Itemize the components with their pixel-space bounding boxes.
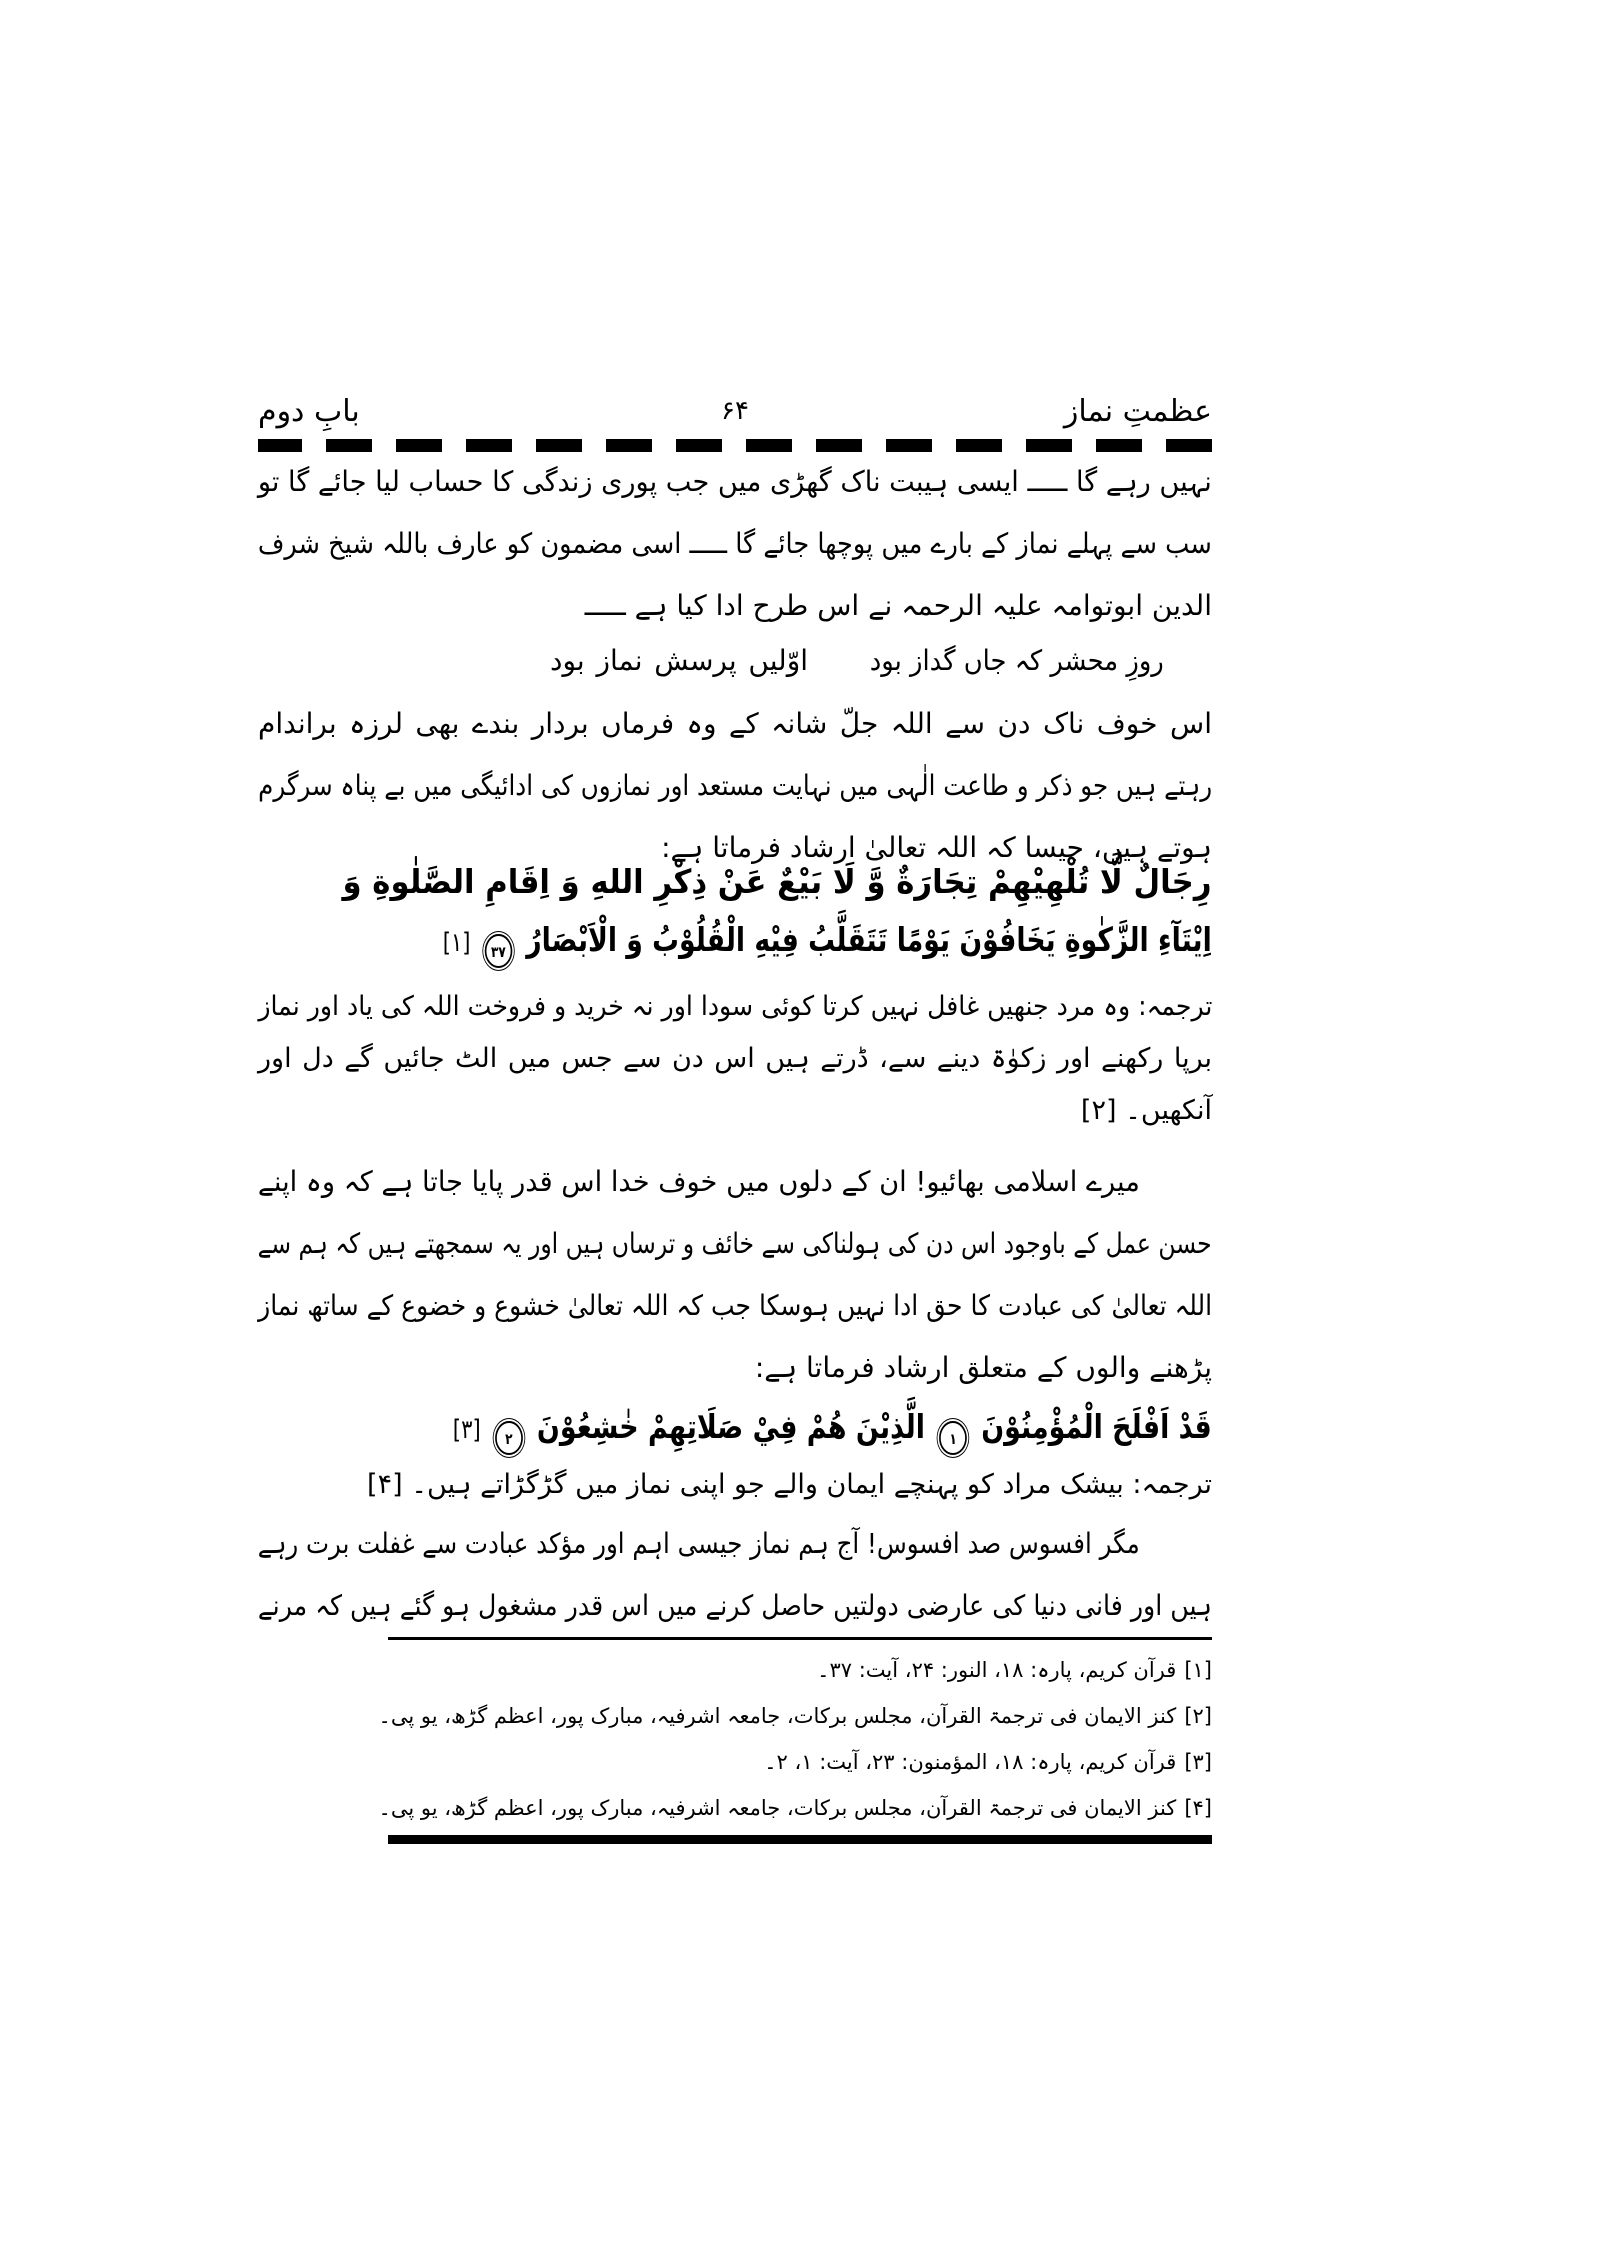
- footnote-1: [۱]قرآن کریم، پارہ: ۱۸، النور: ۲۴، آیت: ۳۷۔: [817, 1658, 1212, 1682]
- paragraph-1: [258, 451, 1212, 637]
- text-line: رہتے ہیں جو ذکر و طاعت الٰہی میں نہایت مستعد اور نمازوں کی ادائیگی میں بے پناہ سرگرم: [258, 769, 1212, 802]
- text-line: میرے اسلامی بھائیو! ان کے دلوں میں خوف خدا اس قدر پایا جاتا ہے کہ وہ اپنے: [258, 1165, 1140, 1198]
- footnote-ref-4: [۴]: [367, 1469, 403, 1500]
- verse-line: قَدْ اَفْلَحَ الْمُؤْمِنُوْنَ ۱ الَّذِيْنَ هُمْ فِيْ صَلَاتِهِمْ خٰشِعُوْنَ ۲ [۳]: [258, 1397, 1212, 1457]
- text-line: پڑھنے والوں کے متعلق ارشاد فرماتا ہے:: [754, 1351, 1212, 1384]
- paragraph-4: [258, 1513, 1212, 1637]
- footnote-marker: [۴]: [1184, 1796, 1212, 1820]
- text-line: مگر افسوس صد افسوس! آج ہم نماز جیسی اہم اور مؤکد عبادت سے غفلت برت رہے: [258, 1527, 1140, 1560]
- text-line: سب سے پہلے نماز کے بارے میں پوچھا جائے گا ـــــ اسی مضمون کو عارف باللہ شیخ شرف: [258, 527, 1212, 560]
- footnote-ref-1: [۱]: [443, 928, 471, 958]
- couplet-second-hemistich: اوّلیں پرسش نماز بود: [550, 644, 808, 677]
- footnote-separator-rule: [388, 1637, 1212, 1640]
- footnotes-block: [258, 1647, 1212, 1831]
- text-line: ترجمہ: بیشک مراد کو پہنچے ایمان والے جو اپنی نماز میں گڑگڑاتے ہیں۔ [۴]: [367, 1469, 1212, 1500]
- ayah-end-medallion: ۲: [495, 1421, 523, 1455]
- page-bottom-rule: [388, 1835, 1212, 1844]
- quran-verse-2: [258, 1397, 1212, 1457]
- footnote-marker: [۲]: [1184, 1704, 1212, 1728]
- verse-line: اِيْتَآءِ الزَّكٰوةِ يَخَافُوْنَ يَوْمًا تَتَقَلَّبُ فِيْهِ الْقُلُوْبُ وَ الْاَبْصَارُ ۳۷ [۱]: [258, 911, 1212, 969]
- page-number: ۶۴: [721, 396, 749, 426]
- page-header: [258, 385, 1212, 437]
- footnote-marker: [۱]: [1184, 1658, 1212, 1682]
- footnote-4: [۴]کنز الایمان فی ترجمۃ القرآن، مجلس برکات، جامعہ اشرفیہ، مبارک پور، اعظم گڑھ، یو پی۔: [378, 1796, 1212, 1820]
- translation-2: [258, 1459, 1212, 1511]
- couplet-first-hemistich: روزِ محشر کہ جاں گداز بود: [870, 644, 1164, 677]
- footnote-ref-2: [۲]: [1080, 1095, 1117, 1126]
- text-line: برپا رکھنے اور زکوٰۃ دینے سے، ڈرتے ہیں اس دن سے جس میں الٹ جائیں گے دل اور: [258, 1043, 1212, 1074]
- quran-verse-1: [258, 853, 1212, 969]
- text-line: ہوتے ہیں، جیسا کہ اللہ تعالیٰ ارشاد فرماتا ہے:: [661, 831, 1212, 864]
- text-line: الدین ابوتوامہ علیہ الرحمہ نے اس طرح ادا کیا ہے ـــــ: [584, 589, 1212, 622]
- ayah-end-medallion: ۳۷: [485, 934, 513, 968]
- footnote-ref-3: [۳]: [453, 1415, 481, 1445]
- text-line: نہیں رہے گا ـــــ ایسی ہیبت ناک گھڑی میں جب پوری زندگی کا حساب لیا جائے گا تو: [258, 465, 1212, 498]
- paragraph-2: [258, 693, 1212, 879]
- footnote-marker: [۳]: [1184, 1750, 1212, 1774]
- text-line: ترجمہ: وہ مرد جنھیں غافل نہیں کرتا کوئی سودا اور نہ خرید و فروخت اللہ کی یاد اور نماز: [258, 991, 1212, 1022]
- text-line: حسن عمل کے باوجود اس دن کی ہولناکی سے خائف و ترساں ہیں اور یہ سمجھتے ہیں کہ ہم سے: [258, 1227, 1212, 1260]
- footnote-2: [۲]کنز الایمان فی ترجمۃ القرآن، مجلس برکات، جامعہ اشرفیہ، مبارک پور، اعظم گڑھ، یو پی۔: [378, 1704, 1212, 1728]
- ayah-end-medallion: ۱: [939, 1421, 967, 1455]
- book-title: عظمتِ نماز: [1063, 393, 1212, 429]
- footnote-3: [۳]قرآن کریم، پارہ: ۱۸، المؤمنون: ۲۳، آیت: ۱، ۲۔: [764, 1750, 1212, 1774]
- poetry-couplet: [258, 631, 1212, 691]
- translation-1: [258, 981, 1212, 1137]
- verse-line: رِجَالٌ لَّا تُلْهِيْهِمْ تِجَارَةٌ وَّ لَا بَيْعٌ عَنْ ذِكْرِ اللهِ وَ اِقَامِ الصَّلٰوةِ وَ: [343, 862, 1212, 901]
- text-line: اللہ تعالیٰ کی عبادت کا حق ادا نہیں ہوسکا جب کہ اللہ تعالیٰ خشوع و خضوع کے ساتھ نماز: [258, 1289, 1212, 1322]
- text-line: آنکھیں۔ [۲]: [1080, 1095, 1212, 1126]
- text-line: ہیں اور فانی دنیا کی عارضی دولتیں حاصل کرنے میں اس قدر مشغول ہو گئے ہیں کہ مرنے: [258, 1589, 1212, 1622]
- paragraph-3: [258, 1151, 1212, 1399]
- text-line: اس خوف ناک دن سے اللہ جلّ شانہ کے وہ فرماں بردار بندے بھی لرزہ براندام: [258, 707, 1212, 740]
- chapter-label: بابِ دوم: [258, 393, 360, 429]
